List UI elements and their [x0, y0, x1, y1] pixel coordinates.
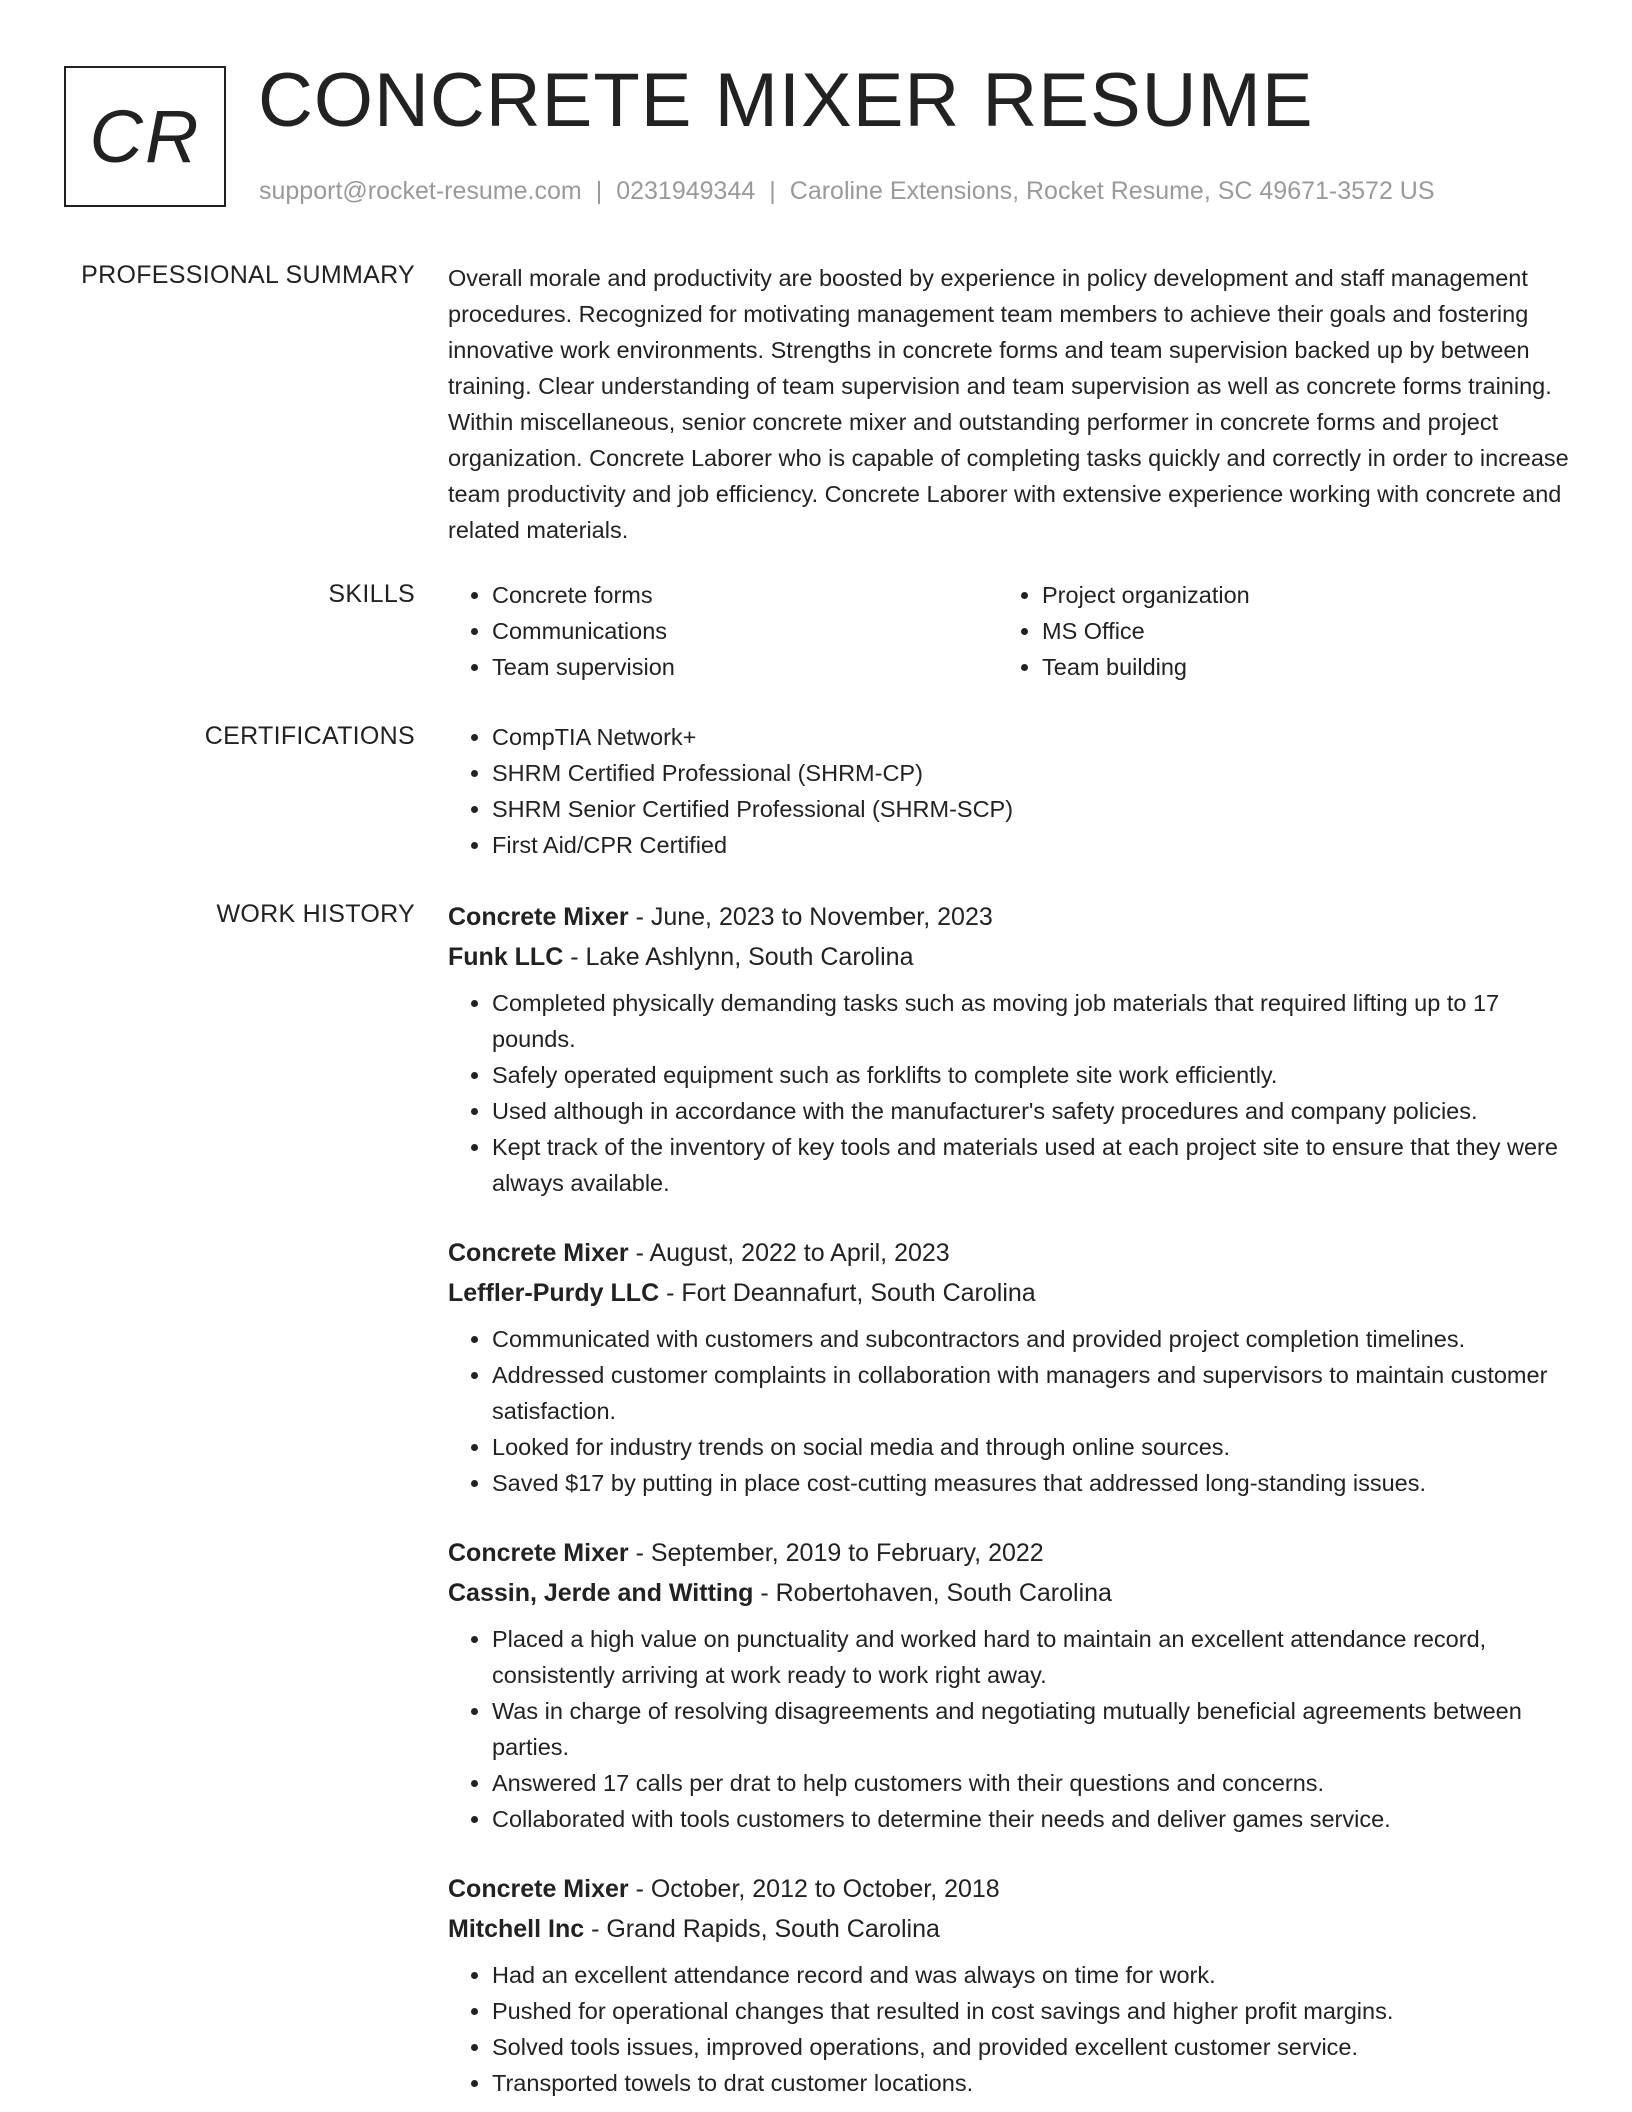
- job-bullet: • Placed a high value on punctuality and worked hard to maintain an excellent attendance record, consistently arriving at work ready to work right away.: [492, 1621, 1570, 1693]
- certification-item: • CompTIA Network+: [492, 719, 1570, 755]
- job-title-line: [448, 897, 1570, 937]
- skill-item: • Concrete forms: [492, 577, 998, 613]
- job-bullet: • Collaborated with tools customers to determine their needs and deliver games service.: [492, 1801, 1570, 1837]
- work-history-heading: WORK HISTORY: [216, 900, 415, 928]
- skill-item: • Team building: [1042, 649, 1548, 685]
- job-company: Cassin, Jerde and Witting: [448, 1579, 754, 1607]
- certification-item: • SHRM Certified Professional (SHRM-CP): [492, 755, 1570, 791]
- monogram-logo: CR: [64, 66, 226, 207]
- page-title: CONCRETE MIXER RESUME: [258, 58, 1314, 143]
- job-bullet: • Used although in accordance with the manufacturer's safety procedures and company policies.: [492, 1093, 1570, 1129]
- job-bullet: • Saved $17 by putting in place cost-cutting measures that addressed long-standing issues.: [492, 1465, 1570, 1501]
- job-dates: - June, 2023 to November, 2023: [628, 903, 993, 931]
- job-bullet: • Transported towels to drat customer locations.: [492, 2065, 1570, 2101]
- job-bullet: • Pushed for operational changes that resulted in cost savings and higher profit margins.: [492, 1993, 1570, 2029]
- job-bullet: • Was in charge of resolving disagreements and negotiating mutually beneficial agreements between parties.: [492, 1693, 1570, 1765]
- skills-list: [448, 577, 1570, 685]
- contact-address: Caroline Extensions, Rocket Resume, SC 49671-3572 US: [789, 177, 1435, 205]
- skills-column-left: [448, 577, 998, 685]
- job-company-line: [448, 1573, 1570, 1613]
- skill-item: • Team supervision: [492, 649, 998, 685]
- job-company: Leffler-Purdy LLC: [448, 1279, 660, 1307]
- job-bullet: • Had an excellent attendance record and was always on time for work.: [492, 1957, 1570, 1993]
- job-company: Funk LLC: [448, 943, 564, 971]
- job-entry: [448, 1233, 1570, 1501]
- job-title-line: [448, 1233, 1570, 1273]
- job-bullets: [448, 985, 1570, 1201]
- job-entry: [448, 1533, 1570, 1837]
- job-bullets: [448, 1621, 1570, 1837]
- job-title: Concrete Mixer: [448, 1875, 629, 1903]
- contact-phone: 0231949344: [616, 177, 756, 205]
- job-location: - Robertohaven, South Carolina: [753, 1579, 1112, 1607]
- contact-line: [259, 174, 1435, 208]
- job-bullet: • Kept track of the inventory of key tools and materials used at each project site to ensure that they were always available.: [492, 1129, 1570, 1201]
- summary-heading: PROFESSIONAL SUMMARY: [81, 261, 415, 289]
- job-bullet: • Addressed customer complaints in collaboration with managers and supervisors to maintain customer satisfaction.: [492, 1357, 1570, 1429]
- job-title-line: [448, 1533, 1570, 1573]
- job-bullet: • Communicated with customers and subcontractors and provided project completion timelines.: [492, 1321, 1570, 1357]
- job-company-line: [448, 937, 1570, 977]
- job-bullets: [448, 1321, 1570, 1501]
- skills-column-right: [998, 577, 1548, 685]
- job-location: - Lake Ashlynn, South Carolina: [563, 943, 914, 971]
- job-dates: - October, 2012 to October, 2018: [628, 1875, 1000, 1903]
- job-location: - Fort Deannafurt, South Carolina: [659, 1279, 1036, 1307]
- job-title: Concrete Mixer: [448, 1539, 629, 1567]
- job-bullet: • Completed physically demanding tasks such as moving job materials that required lifting up to 17 pounds.: [492, 985, 1570, 1057]
- job-bullet: • Safely operated equipment such as forklifts to complete site work efficiently.: [492, 1057, 1570, 1093]
- skill-item: • Project organization: [1042, 577, 1548, 613]
- job-title: Concrete Mixer: [448, 903, 629, 931]
- certifications-heading: CERTIFICATIONS: [204, 722, 415, 750]
- skill-item: • Communications: [492, 613, 998, 649]
- job-dates: - September, 2019 to February, 2022: [628, 1539, 1044, 1567]
- skills-heading: SKILLS: [328, 580, 415, 608]
- summary-text: Overall morale and productivity are boosted by experience in policy development and staff management procedures. Recognized for motivating management team members to achieve their goals and fostering innovative work environments. Strengths in concrete forms and team supervision backed up by between training. Clear understanding of team supervision and team supervision as well as concrete forms training. Within miscellaneous, senior concrete mixer and outstanding performer in concrete forms and project organization. Concrete Laborer who is capable of completing tasks quickly and correctly in order to increase team productivity and job efficiency. Concrete Laborer with extensive experience working with concrete and related materials.: [448, 265, 1569, 543]
- resume-header: [0, 0, 1632, 230]
- job-company: Mitchell Inc: [448, 1915, 585, 1943]
- job-title-line: [448, 1869, 1570, 1909]
- job-company-line: [448, 1909, 1570, 1949]
- job-title: Concrete Mixer: [448, 1239, 629, 1267]
- certifications-list: [448, 719, 1570, 863]
- job-bullet: • Solved tools issues, improved operations, and provided excellent customer service.: [492, 2029, 1570, 2065]
- job-bullet: • Answered 17 calls per drat to help customers with their questions and concerns.: [492, 1765, 1570, 1801]
- job-entry: [448, 1869, 1570, 2101]
- job-dates: - August, 2022 to April, 2023: [628, 1239, 950, 1267]
- certification-item: • First Aid/CPR Certified: [492, 827, 1570, 863]
- contact-separator: |: [595, 177, 603, 205]
- contact-email: support@rocket-resume.com: [259, 177, 582, 205]
- job-bullets: [448, 1957, 1570, 2101]
- job-location: - Grand Rapids, South Carolina: [584, 1915, 940, 1943]
- work-history-list: [448, 897, 1570, 2101]
- job-bullet: • Looked for industry trends on social media and through online sources.: [492, 1429, 1570, 1465]
- job-company-line: [448, 1273, 1570, 1313]
- contact-separator: |: [769, 177, 776, 205]
- certification-item: • SHRM Senior Certified Professional (SHRM-SCP): [492, 791, 1570, 827]
- skill-item: • MS Office: [1042, 613, 1548, 649]
- job-entry: [448, 897, 1570, 1201]
